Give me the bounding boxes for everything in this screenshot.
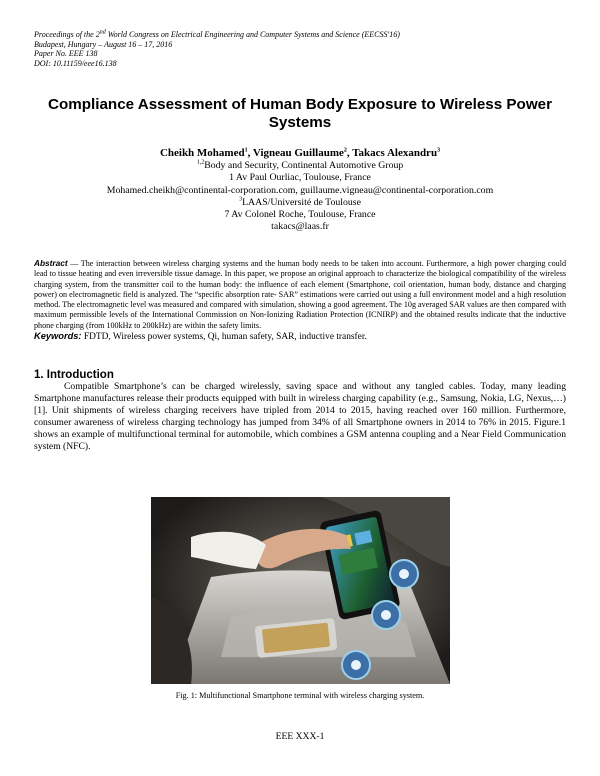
paper-title: Compliance Assessment of Human Body Exposure to Wireless Power Systems: [48, 96, 552, 131]
keywords: [34, 330, 566, 343]
car-console-wireless-charging-image: [151, 497, 450, 684]
affiliation-3: $^3$LAAS/Université de Toulouse: [239, 196, 361, 208]
figure-1-photo: [151, 497, 450, 684]
page-number: EEE XXX-1: [275, 731, 325, 742]
header-location-line: Budapest, Hungary – August 16 – 17, 2016: [34, 39, 173, 49]
section-heading-introduction: 1. Introduction: [34, 369, 114, 381]
keywords-label: Keywords:: [34, 331, 82, 341]
abstract: [34, 258, 566, 331]
wireless-icon-core-shape: [351, 660, 361, 670]
author-name: Cheikh Mohamed: [159, 147, 245, 159]
affiliation-1-address: 1 Av Paul Ourliac, Toulouse, France: [229, 172, 371, 184]
figure-1-caption: Fig. 1: Multifunctional Smartphone terminal with wireless charging system.: [175, 691, 425, 700]
header-conference-line: Proceedings of the 2nd World Congress on Electrical Engineering and Computer Systems and Science (EECSS'16): [34, 29, 400, 39]
abstract-label: Abstract: [34, 258, 68, 268]
introduction-paragraph: Compatible Smartphone’s can be charged wirelessly, saving space and without any tangled cables. Today, many leading Smartphone manufactures release their products equipped with built in wireless charging capability (e.g., Samsung, Nokia, LG, Nexus,…) [1]. Unit shipments of wireless charging receivers have tripled from 2014 to 2015, having reached over 160 million. Furthermore, consumer awareness of wireless charging technology has jumped from 34% of all Smartphone owners in 2014 to 76% in 2015. Figure.1 shows an example of multifunctional terminal for automobile, which combines a GSM antenna coupling and a Near Field Communication system (NFC).: [34, 381, 566, 452]
affiliation-3-address: 7 Av Colonel Roche, Toulouse, France: [224, 209, 376, 221]
author-list: Cheikh Mohamed$^1$, Vigneau Guillaume$^2$, Takacs Alexandru$^3$: [159, 147, 441, 159]
author-name: Takacs Alexandru: [352, 147, 438, 159]
abstract-text: — The interaction between wireless charging systems and the human body needs to be taken into account. Furthermore, a high power charging could lead to tissue heating and even irreversible tissue damage. In this paper, we propose an original approach to characterize the biological compatibility of the wireless charging system, from the transmitter coil to the human body: the influence of each element (Smartphone, coil orientation, human body, distance and charging power) on electromagnetic field is analyzed. The “specific absorption rate- SAR” estimations were carried out using a full environment model and a high resolution method. The electromagnetic level was measured and compared with simulation, showing a good agreement. The 10g averaged SAR values are then compared with maximum permissible levels of the International Commission on Non-Ionizing Radiation Protection (ICNIRP) and the obtained results indicate that the inductive phone charging (from 100kHz to 200kHz) are within the safety limits.: [34, 259, 566, 330]
header-doi: DOI: 10.11159/eee16.138: [34, 58, 117, 68]
header-paper-number: Paper No. EEE 138: [34, 49, 98, 59]
affiliation-1-emails: Mohamed.cheikh@continental-corporation.com, guillaume.vigneau@continental-corporation.com: [106, 184, 494, 196]
author-name: Vigneau Guillaume: [252, 147, 344, 159]
proceedings-header: [34, 30, 400, 68]
affiliations: [30, 160, 570, 234]
wireless-icon-core-shape: [399, 569, 409, 579]
affiliation-1: $^{1,2}$Body and Security, Continental Automotive Group: [196, 159, 404, 171]
affiliation-3-email: takacs@laas.fr: [271, 221, 329, 233]
wireless-icon-core-shape: [381, 610, 391, 620]
keywords-text: FDTD, Wireless power systems, Qi, human safety, SAR, inductive transfer.: [81, 332, 367, 342]
